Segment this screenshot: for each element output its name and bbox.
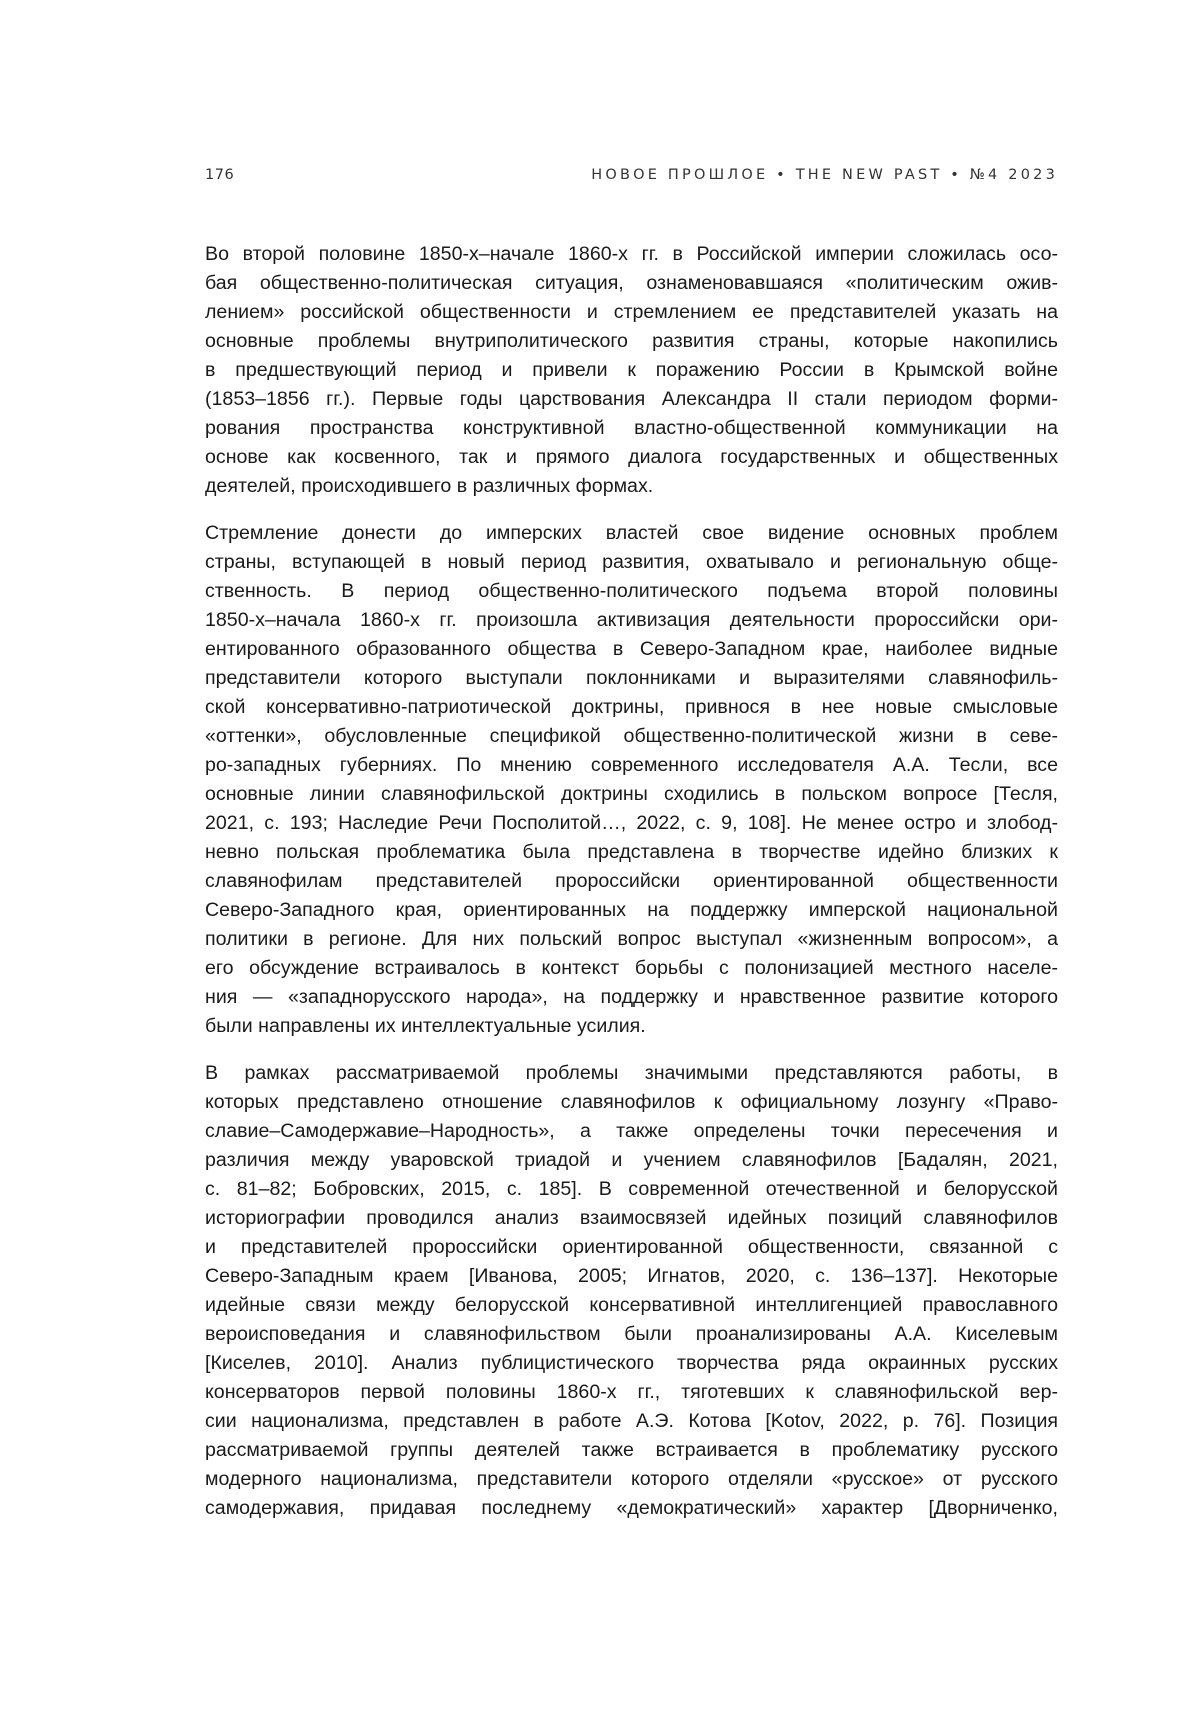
text-line: консерваторов первой половины 1860-х гг., тяготевших к славянофильской вер- (205, 1378, 1058, 1407)
journal-title: НОВОЕ ПРОШЛОЕ • THE NEW PAST • №4 2023 (591, 167, 1058, 183)
text-line: и представителей пророссийски ориентированной общественности, связанной с (205, 1233, 1058, 1262)
text-line: с. 81–82; Бобровских, 2015, с. 185]. В современной отечественной и белорусской (205, 1175, 1058, 1204)
text-line: 1850-х–начала 1860-х гг. произошла активизация деятельности пророссийски ори- (205, 606, 1058, 635)
text-line: Северо-Западного края, ориентированных на поддержку имперской национальной (205, 896, 1058, 925)
text-line: бая общественно-политическая ситуация, ознаменовавшаяся «политическим ожив- (205, 269, 1058, 298)
text-line: в предшествующий период и привели к поражению России в Крымской войне (205, 356, 1058, 385)
text-line: Северо-Западным краем [Иванова, 2005; Игнатов, 2020, с. 136–137]. Некоторые (205, 1262, 1058, 1291)
text-line: деятелей, происходившего в различных формах. (205, 472, 1058, 501)
text-line: ственность. В период общественно-политического подъема второй половины (205, 577, 1058, 606)
text-line: лением» российской общественности и стремлением ее представителей указать на (205, 298, 1058, 327)
text-line: ния — «западнорусского народа», на поддержку и нравственное развитие которого (205, 983, 1058, 1012)
text-line: [Киселев, 2010]. Анализ публицистического творчества ряда окраинных русских (205, 1349, 1058, 1378)
text-line: страны, вступающей в новый период развития, охватывало и региональную обще- (205, 548, 1058, 577)
text-line: которых представлено отношение славянофилов к официальному лозунгу «Право- (205, 1088, 1058, 1117)
text-line: «оттенки», обусловленные спецификой общественно-политической жизни в севе- (205, 722, 1058, 751)
text-line: вероисповедания и славянофильством были проанализированы А.А. Киселевым (205, 1320, 1058, 1349)
text-line: историографии проводился анализ взаимосвязей идейных позиций славянофилов (205, 1204, 1058, 1233)
text-line: В рамках рассматриваемой проблемы значимыми представляются работы, в (205, 1059, 1058, 1088)
text-line: славие–Самодержавие–Народность», а также определены точки пересечения и (205, 1117, 1058, 1146)
text-line: основные проблемы внутриполитического развития страны, которые накопились (205, 327, 1058, 356)
text-line: его обсуждение встраивалось в контекст борьбы с полонизацией местного населе- (205, 954, 1058, 983)
text-line: невно польская проблематика была представлена в творчестве идейно близких к (205, 838, 1058, 867)
article-body (205, 240, 1058, 1541)
text-line: различия между уваровской триадой и учением славянофилов [Бадалян, 2021, (205, 1146, 1058, 1175)
text-line: славянофилам представителей пророссийски ориентированной общественности (205, 867, 1058, 896)
text-line: были направлены их интеллектуальные усилия. (205, 1012, 1058, 1041)
text-line: ро-западных губерниях. По мнению современного исследователя А.А. Тесли, все (205, 751, 1058, 780)
paragraph (205, 240, 1058, 501)
text-line: основе как косвенного, так и прямого диалога государственных и общественных (205, 443, 1058, 472)
text-line: Во второй половине 1850-х–начале 1860-х гг. в Российской империи сложилась осо- (205, 240, 1058, 269)
text-line: модерного национализма, представители которого отделяли «русское» от русского (205, 1465, 1058, 1494)
page-number: 176 (205, 167, 234, 183)
running-header (205, 164, 1058, 186)
text-line: представители которого выступали поклонниками и выразителями славянофиль- (205, 664, 1058, 693)
text-line: рассматриваемой группы деятелей также встраивается в проблематику русского (205, 1436, 1058, 1465)
text-line: основные линии славянофильской доктрины сходились в польском вопросе [Тесля, (205, 780, 1058, 809)
text-line: ской консервативно-патриотической доктрины, привнося в нее новые смысловые (205, 693, 1058, 722)
text-line: политики в регионе. Для них польский вопрос выступал «жизненным вопросом», а (205, 925, 1058, 954)
text-line: самодержавия, придавая последнему «демократический» характер [Дворниченко, (205, 1494, 1058, 1523)
paragraph (205, 1059, 1058, 1523)
text-line: сии национализма, представлен в работе А.Э. Котова [Kotov, 2022, p. 76]. Позиция (205, 1407, 1058, 1436)
paragraph (205, 519, 1058, 1041)
text-line: (1853–1856 гг.). Первые годы царствования Александра II стали периодом форми- (205, 385, 1058, 414)
text-line: Стремление донести до имперских властей свое видение основных проблем (205, 519, 1058, 548)
text-line: рования пространства конструктивной властно-общественной коммуникации на (205, 414, 1058, 443)
text-line: идейные связи между белорусской консервативной интеллигенцией православного (205, 1291, 1058, 1320)
text-line: ентированного образованного общества в Северо-Западном крае, наиболее видные (205, 635, 1058, 664)
text-line: 2021, с. 193; Наследие Речи Посполитой…, 2022, с. 9, 108]. Не менее остро и злобод- (205, 809, 1058, 838)
